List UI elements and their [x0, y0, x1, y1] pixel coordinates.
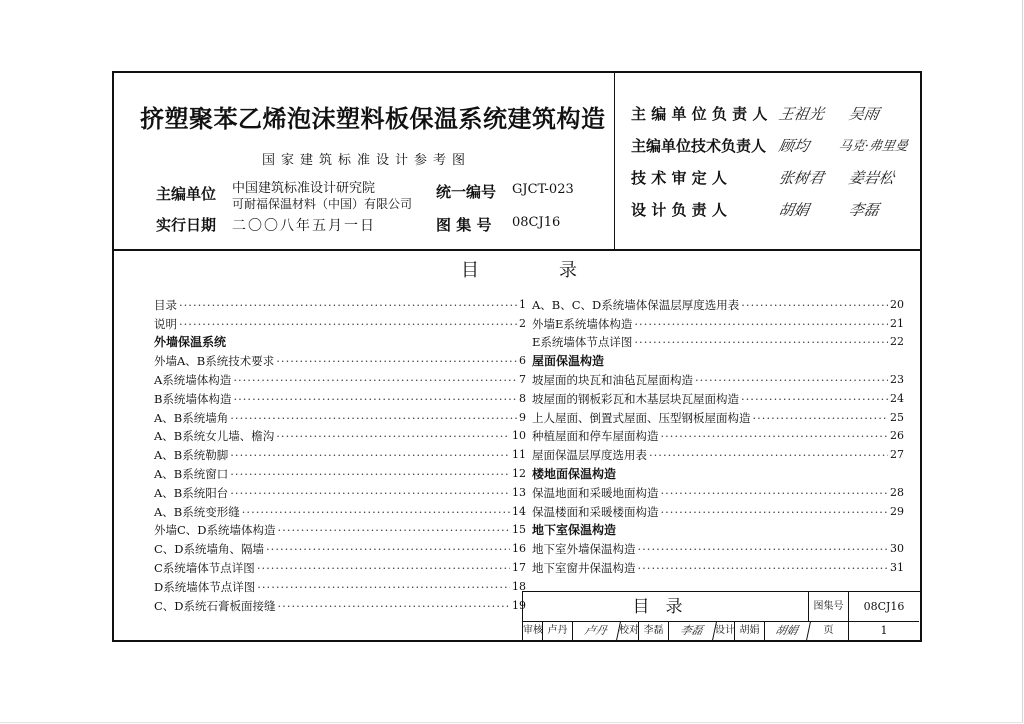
- toc-entry[interactable]: [532, 443, 904, 462]
- toc-entry-title: 地下室外墙保温构造: [532, 542, 636, 557]
- toc-leader-dots: [179, 317, 517, 331]
- effective-date: 二〇〇八年五月一日: [232, 218, 376, 234]
- effective-date-label: 实行日期: [156, 216, 217, 234]
- toc-entry-page: 16: [512, 542, 526, 556]
- title-block-atlas-label: 图集号: [809, 592, 849, 622]
- toc-entry-title: A、B系统窗口: [154, 466, 229, 481]
- toc-leader-dots: [634, 317, 888, 331]
- drawing-frame: [112, 71, 922, 642]
- toc-entry[interactable]: [532, 406, 904, 425]
- toc-entry[interactable]: [532, 368, 904, 387]
- toc-entry[interactable]: [154, 481, 526, 500]
- toc-entry-page: 22: [890, 335, 904, 349]
- toc-leader-dots: [753, 411, 889, 425]
- toc-entry[interactable]: [532, 481, 904, 500]
- responsible-role: 主编单位技术负责人: [631, 137, 767, 155]
- toc-leader-dots: [661, 486, 889, 500]
- toc-entry[interactable]: [154, 312, 526, 331]
- page-number: 1: [880, 624, 888, 637]
- toc-entry-title: 坡屋面的钢板彩瓦和木基层块瓦屋面构造: [532, 391, 739, 406]
- toc-entry-title: A、B、C、D系统墙体保温层厚度选用表: [532, 297, 740, 312]
- responsible-signature: 姜岩松: [847, 169, 896, 187]
- toc-entry-title: B系统墙体构造: [154, 391, 232, 406]
- toc-leader-dots: [233, 373, 517, 387]
- contents-title: 目录: [461, 260, 657, 281]
- design-label: 设计: [715, 622, 735, 640]
- toc-entry-page: 29: [890, 504, 904, 518]
- toc-entry-title: 楼地面保温构造: [532, 466, 617, 481]
- editor-unit-label: 主编单位: [156, 185, 217, 203]
- toc-entry-title: 外墙C、D系统墙体构造: [154, 523, 276, 538]
- toc-entry-page: 15: [512, 523, 526, 537]
- toc-entry[interactable]: [154, 443, 526, 462]
- toc-entry-title: A、B系统勒脚: [154, 448, 229, 463]
- toc-entry-title: 地下室窗井保温构造: [532, 560, 636, 575]
- toc-entry-page: 11: [512, 448, 526, 462]
- toc-entry[interactable]: [154, 537, 526, 556]
- toc-leader-dots: [257, 580, 510, 594]
- toc-leader-dots: [661, 505, 889, 519]
- toc-leader-dots: [276, 429, 510, 443]
- toc-entry[interactable]: [154, 293, 526, 312]
- toc-entry-page: 13: [512, 485, 526, 499]
- toc-entry-page: 10: [512, 429, 526, 443]
- toc-leader-dots: [695, 373, 888, 387]
- responsibles-block: [615, 73, 922, 249]
- review-signature: 卢丹: [571, 622, 621, 640]
- responsible-signature: 吴雨: [847, 105, 881, 123]
- toc-entry-title: 屋面保温构造: [532, 354, 605, 369]
- toc-entry-page: 7: [519, 372, 526, 386]
- header-divider: [114, 249, 920, 251]
- toc-entry-page: 18: [512, 579, 526, 593]
- toc-entry[interactable]: [154, 575, 526, 594]
- toc-right-column: [532, 293, 904, 575]
- toc-entry-title: 说明: [154, 316, 177, 331]
- toc-entry[interactable]: [532, 556, 904, 575]
- toc-entry-title: 外墙保温系统: [154, 335, 227, 350]
- unified-code: GJCT-023: [512, 182, 574, 197]
- toc-entry-page: 24: [890, 391, 904, 405]
- toc-leader-dots: [638, 561, 889, 575]
- responsible-signature: 马克·弗里曼: [837, 139, 910, 154]
- toc-entry-title: 保温地面和采暖地面构造: [532, 485, 659, 500]
- responsible-role: 主 编 单 位 负 责 人: [631, 105, 768, 123]
- toc-leader-dots: [741, 298, 888, 312]
- toc-entry-title: 屋面保温层厚度选用表: [532, 448, 647, 463]
- toc-entry[interactable]: [154, 594, 526, 613]
- toc-entry[interactable]: [154, 462, 526, 481]
- main-title: 挤塑聚苯乙烯泡沫塑料板保温系统建筑构造: [140, 104, 606, 133]
- editor-unit-line2: 可耐福保温材料（中国）有限公司: [232, 197, 413, 211]
- atlas-no: 08CJ16: [512, 215, 561, 230]
- toc-leader-dots: [266, 542, 510, 556]
- toc-entry[interactable]: [154, 368, 526, 387]
- toc-entry[interactable]: [154, 387, 526, 406]
- toc-entry[interactable]: [154, 349, 526, 368]
- title-block-title: 目录: [523, 592, 809, 622]
- title-block: [522, 591, 920, 641]
- responsible-row: [631, 197, 915, 221]
- toc-entry-title: C系统墙体节点详图: [154, 560, 255, 575]
- toc-leader-dots: [257, 561, 510, 575]
- toc-entry-page: 12: [512, 466, 526, 480]
- atlas-no-label: 图 集 号: [436, 216, 492, 234]
- toc-entry-page: 14: [512, 504, 526, 518]
- responsible-role: 设 计 负 责 人: [631, 201, 727, 219]
- responsible-signature: 李磊: [847, 201, 881, 219]
- check-signature: 李磊: [667, 622, 717, 640]
- toc-entry-page: 17: [512, 560, 526, 574]
- check-name: 李磊: [639, 622, 669, 640]
- design-signature: 胡娟: [763, 622, 811, 640]
- responsible-row: [631, 101, 915, 125]
- toc-leader-dots: [233, 392, 517, 406]
- toc-entry-title: 坡屋面的块瓦和油毡瓦屋面构造: [532, 372, 693, 387]
- toc-entry-title: C、D系统石膏板面接缝: [154, 598, 276, 613]
- toc-entry[interactable]: [532, 387, 904, 406]
- toc-leader-dots: [179, 298, 517, 312]
- toc-leader-dots: [649, 448, 888, 462]
- toc-entry-title: 地下室保温构造: [532, 523, 617, 538]
- toc-entry-title: 外墙E系统墙体构造: [532, 316, 633, 331]
- toc-entry-title: A、B系统变形缝: [154, 504, 240, 519]
- toc-entry-title: D系统墙体节点详图: [154, 579, 256, 594]
- toc-entry[interactable]: [532, 293, 904, 312]
- toc-entry-title: 种植屋面和停车屋面构造: [532, 429, 659, 444]
- toc-leader-dots: [276, 354, 517, 368]
- toc-leader-dots: [741, 392, 888, 406]
- toc-leader-dots: [634, 335, 888, 349]
- title-block-atlas-no: 08CJ16: [849, 592, 919, 622]
- page-label: 页: [809, 622, 849, 640]
- toc-leader-dots: [661, 429, 889, 443]
- toc-entry-title: C、D系统墙角、隔墙: [154, 542, 265, 557]
- header-title-block: [114, 73, 615, 249]
- toc-entry-page: 31: [890, 560, 904, 574]
- toc-entry-title: 外墙A、B系统技术要求: [154, 354, 275, 369]
- toc-entry[interactable]: [154, 425, 526, 444]
- toc-entry-title: A、B系统墙角: [154, 410, 229, 425]
- responsible-row: [631, 133, 915, 157]
- responsible-row: [631, 165, 915, 189]
- review-label: 审核: [523, 622, 543, 640]
- toc-entry-title: A、B系统阳台: [154, 485, 229, 500]
- toc-entry[interactable]: [154, 500, 526, 519]
- toc-entry-page: 9: [519, 410, 526, 424]
- toc-entry-page: 23: [890, 372, 904, 386]
- toc-entry-page: 20: [890, 297, 904, 311]
- toc-entry-page: 27: [890, 448, 904, 462]
- toc-entry-title: 上人屋面、倒置式屋面、压型钢板屋面构造: [532, 410, 751, 425]
- toc-entry-page: 25: [890, 410, 904, 424]
- toc-leader-dots: [230, 411, 517, 425]
- toc-entry[interactable]: [532, 331, 904, 350]
- toc-entry-title: 目录: [154, 297, 177, 312]
- toc-section-heading: [154, 331, 526, 350]
- subtitle: 国家建筑标准设计参考图: [262, 153, 472, 168]
- responsible-signature: 顾均: [777, 137, 811, 155]
- toc-entry-page: 1: [519, 297, 526, 311]
- responsible-signature: 王祖光: [777, 105, 826, 123]
- toc-leader-dots: [230, 467, 510, 481]
- toc-entry-title: A系统墙体构造: [154, 372, 232, 387]
- toc-entry[interactable]: [532, 425, 904, 444]
- responsible-signature: 张树君: [777, 169, 826, 187]
- toc-section-heading: [532, 462, 904, 481]
- toc-entry-title: A、B系统女儿墙、檐沟: [154, 429, 275, 444]
- toc-entry[interactable]: [154, 519, 526, 538]
- toc-section-heading: [532, 519, 904, 538]
- toc-leader-dots: [278, 523, 510, 537]
- toc-entry[interactable]: [532, 312, 904, 331]
- toc-entry-page: 2: [519, 316, 526, 330]
- toc-leader-dots: [230, 486, 510, 500]
- toc-entry[interactable]: [154, 406, 526, 425]
- check-label: 校对: [619, 622, 639, 640]
- toc-leader-dots: [278, 599, 510, 613]
- toc-entry-page: 30: [890, 542, 904, 556]
- toc-entry-page: 19: [512, 598, 526, 612]
- unified-code-label: 统一编号: [436, 183, 497, 201]
- toc-entry-page: 21: [890, 316, 904, 330]
- toc-leader-dots: [242, 505, 510, 519]
- editor-unit-line1: 中国建筑标准设计研究院: [232, 181, 376, 196]
- toc-entry-page: 8: [519, 391, 526, 405]
- toc-entry-page: 28: [890, 485, 904, 499]
- toc-entry-page: 6: [519, 354, 526, 368]
- toc-entry[interactable]: [532, 500, 904, 519]
- responsible-signature: 胡娟: [777, 201, 811, 219]
- toc-entry-title: E系统墙体节点详图: [532, 335, 633, 350]
- toc-leader-dots: [230, 448, 510, 462]
- design-name: 胡娟: [735, 622, 765, 640]
- responsible-role: 技 术 审 定 人: [631, 169, 727, 187]
- review-name: 卢丹: [543, 622, 573, 640]
- toc-left-column: [154, 293, 526, 613]
- toc-entry[interactable]: [532, 537, 904, 556]
- toc-entry[interactable]: [154, 556, 526, 575]
- toc-leader-dots: [638, 542, 889, 556]
- toc-section-heading: [532, 349, 904, 368]
- toc-entry-title: 保温楼面和采暖楼面构造: [532, 504, 659, 519]
- toc-entry-page: 26: [890, 429, 904, 443]
